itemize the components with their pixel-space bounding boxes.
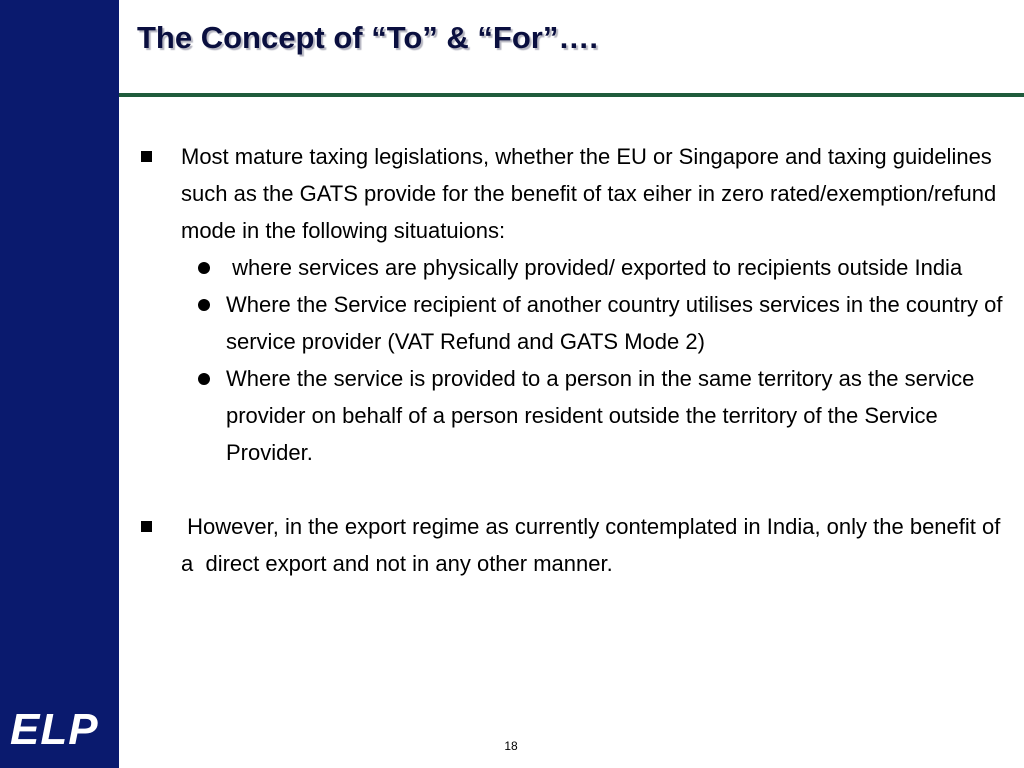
sub-bullet-item [136, 286, 1016, 360]
round-bullet-icon [198, 373, 210, 385]
round-bullet-icon [198, 299, 210, 311]
elp-logo: ELP [10, 705, 99, 754]
sidebar [0, 0, 119, 768]
square-bullet-icon [141, 151, 152, 162]
title-divider [119, 93, 1024, 97]
bullet-item [136, 508, 1016, 582]
bullet-text: Most mature taxing legislations, whether the EU or Singapore and taxing guidelines such as the GATS provide for the benefit of tax eiher in zero rated/exemption/refund mode in the following situatuions: [181, 144, 997, 243]
bullet-item [136, 138, 1016, 249]
page-number: 18 [504, 739, 518, 753]
sub-bullet-text: Where the Service recipient of another country utilises services in the country of service provider (VAT Refund and GATS Mode 2) [226, 292, 1003, 354]
round-bullet-icon [198, 262, 210, 274]
slide-body [136, 138, 1016, 582]
sub-bullet-text: where services are physically provided/ exported to recipients outside India [226, 255, 963, 280]
bullet-text: However, in the export regime as currently contemplated in India, only the benefit of a direct export and not in any other manner. [181, 514, 1007, 576]
sub-bullet-text: Where the service is provided to a person in the same territory as the service provider on behalf of a person resident outside the territory of the Service Provider. [226, 366, 975, 465]
slide-title: The Concept of “To” & “For”…. [137, 20, 598, 55]
sub-bullet-item [136, 249, 1016, 286]
sub-bullet-item [136, 360, 1016, 471]
spacer [136, 471, 1016, 508]
square-bullet-icon [141, 521, 152, 532]
